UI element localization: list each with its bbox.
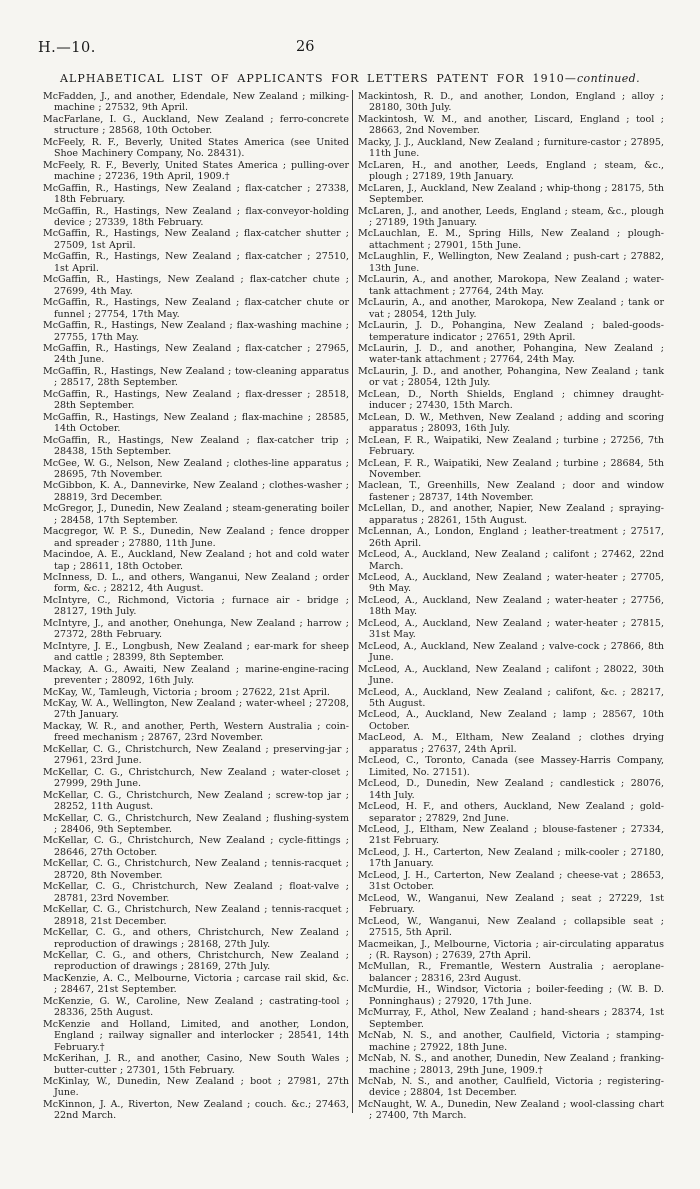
patent-entry: McNab, N. S., and another, Caulfield, Victoria ; stamping-machine ; 27922, 18th June. [358,1030,664,1053]
patent-entry: McLeod, H. F., and others, Auckland, New Zealand ; gold-separator ; 27829, 2nd June. [358,801,664,824]
patent-entry: McLeod, J. H., Carterton, New Zealand ; milk-cooler ; 27180, 17th January. [358,846,664,870]
patent-entry: McFeely, R. F., Beverly, United States America (see United Shoe Machinery Company, No. 28431). [43,136,349,160]
right-column [358,91,664,1122]
patent-entry: MacFarlane, I. G., Auckland, New Zealand ; ferro-concrete structure ; 28568, 10th October. [43,113,349,137]
patent-entry: McLeod, A., Auckland, New Zealand ; califont ; 28022, 30th June. [358,663,664,687]
patent-entry: McKerihan, J. R., and another, Casino, New South Wales ; butter-cutter ; 27301, 15th February. [43,1053,349,1076]
patent-entry: McFeely, R. F., Beverly, United States America ; pulling-over machine ; 27236, 19th April, 1909.† [43,159,349,183]
patent-entry: McNaught, W. A., Dunedin, New Zealand ; wool-classing chart ; 27400, 7th March. [358,1098,664,1122]
patent-entry: McKellar, C. G., and others, Christchurch, New Zealand ; reproduction of drawings ; 28168, 27th July. [43,927,349,950]
patent-entry: McLean, F. R., Waipatiki, New Zealand ; turbine ; 28684, 5th November. [358,457,664,480]
patent-entry: Maclean, T., Greenhills, New Zealand ; door and window fastener ; 28737, 14th November. [358,480,664,503]
patent-entry: McMullan, R., Fremantle, Western Australia ; aeroplane-balancer ; 28316, 23rd August. [358,961,664,984]
patent-entry: McKellar, C. G., Christchurch, New Zealand ; tennis-racquet ; 28918, 21st December. [43,904,349,927]
patent-entry: McGibbon, K. A., Dannevirke, New Zealand ; clothes-washer ; 28819, 3rd December. [43,480,349,503]
patent-entry: McKinlay, W., Dunedin, New Zealand ; boot ; 27981, 27th June. [43,1075,349,1099]
patent-entry: McGaffin, R., Hastings, New Zealand ; flax-catcher ; 27965, 24th June. [43,342,349,366]
patent-entry: McLeod, D., Dunedin, New Zealand ; candlestick ; 28076, 14th July. [358,778,664,801]
patent-entry: McNab, N. S., and another, Dunedin, New Zealand ; franking-machine ; 28013, 29th June, 1909.† [358,1053,664,1076]
patent-entry: McGaffin, R., Hastings, New Zealand ; tow-cleaning apparatus ; 28517, 28th September. [43,365,349,389]
left-column [43,91,349,1122]
patent-entry: McKenzie, G. W., Caroline, New Zealand ; castrating-tool ; 28336, 25th August. [43,995,349,1019]
patent-entry: McLean, D. W., Methven, New Zealand ; adding and scoring apparatus ; 28093, 16th July. [358,411,664,435]
patent-entry: McLaurin, J. D., Pohangina, New Zealand ; baled-goods-temperature indicator ; 27651, 29th April. [358,320,664,343]
patent-entry: McLaurin, J. D., and another, Pohangina, New Zealand ; water-tank attachment ; 27764, 24th May. [358,342,664,366]
patent-entry: McLeod, C., Toronto, Canada (see Massey-Harris Company, Limited, No. 27151). [358,755,664,778]
page-title-continued: continued. [577,72,641,85]
patent-entry: McKellar, C. G., Christchurch, New Zealand ; flushing-system ; 28406, 9th September. [43,812,349,835]
patent-entry: McInness, D. L., and others, Wanganui, New Zealand ; order form, &c. ; 28212, 4th August. [43,572,349,595]
patent-entry: McKenzie and Holland, Limited, and another, London, England ; railway signaller and interlocker ; 28541, 14th February.† [43,1018,349,1053]
patent-entry: McLeod, A., Auckland, New Zealand ; water-heater ; 27815, 31st May. [358,617,664,641]
patent-entry: Macmeikan, J., Melbourne, Victoria ; air-circulating apparatus ; (R. Rayson) ; 27639, 27th April. [358,938,664,961]
patent-entry: Mackay, A. G., Awaiti, New Zealand ; marine-engine-racing preventer ; 28092, 16th July. [43,663,349,687]
patent-entry: McLeod, A., Auckland, New Zealand ; califont, &c. ; 28217, 5th August. [358,686,664,710]
patent-entry: McLellan, D., and another, Napier, New Zealand ; spraying-apparatus ; 28261, 15th August. [358,503,664,526]
document-reference: H.—10. [38,40,96,56]
patent-entry: MacLeod, A. M., Eltham, New Zealand ; clothes drying apparatus ; 27637, 24th April. [358,732,664,755]
patent-entry: McGaffin, R., Hastings, New Zealand ; flax-dresser ; 28518, 28th September. [43,388,349,412]
patent-entry: McGaffin, R., Hastings, New Zealand ; flax-catcher ; 27510, 1st April. [43,251,349,274]
patent-entry: McGaffin, R., Hastings, New Zealand ; flax-catcher chute ; 27699, 4th May. [43,274,349,297]
page-number: 26 [296,39,315,55]
patent-entry: McKellar, C. G., Christchurch, New Zealand ; preserving-jar ; 27961, 23rd June. [43,743,349,767]
patent-entry: McKellar, C. G., Christchurch, New Zealand ; float-valve ; 28781, 23rd November. [43,881,349,904]
patent-entry: McLeod, J., Eltham, New Zealand ; blouse-fastener ; 27334, 21st February. [358,824,664,847]
patent-entry: McLeod, A., Auckland, New Zealand ; lamp ; 28567, 10th October. [358,709,664,732]
patent-entry: McLeod, J. H., Carterton, New Zealand ; cheese-vat ; 28653, 31st October. [358,869,664,893]
patent-entry: McGaffin, R., Hastings, New Zealand ; flax-catcher shutter ; 27509, 1st April. [43,228,349,251]
patent-entry: Macindoe, A. E., Auckland, New Zealand ; hot and cold water tap ; 28611, 18th October. [43,549,349,572]
patent-entry: Mackintosh, W. M., and another, Liscard, England ; tool ; 28663, 2nd November. [358,113,664,137]
two-column-list [43,91,664,1122]
patent-entry: McKay, W., Tamleugh, Victoria ; broom ; 27622, 21st April. [43,686,330,698]
patent-entry: McGaffin, R., Hastings, New Zealand ; flax-catcher ; 27338, 18th February. [43,182,349,206]
patent-entry: Mackintosh, R. D., and another, London, England ; alloy ; 28180, 30th July. [358,91,664,114]
patent-entry: McLeod, W., Wanganui, New Zealand ; collapsible seat ; 27515, 5th April. [358,915,664,939]
patent-entry: McGaffin, R., Hastings, New Zealand ; flax-machine ; 28585, 14th October. [43,411,349,435]
patent-entry: McKay, W. A., Wellington, New Zealand ; water-wheel ; 27208, 27th January. [43,698,349,721]
page-title-text: ALPHABETICAL LIST OF APPLICANTS FOR LETTERS PATENT FOR 1910— [59,72,577,85]
patent-entry: McGregor, J., Dunedin, New Zealand ; steam-generating boiler ; 28458, 17th September. [43,503,349,526]
patent-entry: McLean, F. R., Waipatiki, New Zealand ; turbine ; 27256, 7th February. [358,434,664,458]
patent-entry: McLeod, A., Auckland, New Zealand ; califont ; 27462, 22nd March. [358,549,664,572]
patent-entry: McIntyre, J., and another, Onehunga, New Zealand ; harrow ; 27372, 28th February. [43,617,349,641]
patent-entry: McLeod, A., Auckland, New Zealand ; water-heater ; 27756, 18th May. [358,594,664,618]
patent-entry: McLaurin, A., and another, Marokopa, New Zealand ; water-tank attachment ; 27764, 24th May. [358,274,664,297]
patent-entry: McLeod, A., Auckland, New Zealand ; water-heater ; 27705, 9th May. [358,572,664,595]
patent-entry: McLaurin, A., and another, Marokopa, New Zealand ; tank or vat ; 28054, 12th July. [358,297,664,320]
patent-entry: McGee, W. G., Nelson, New Zealand ; clothes-line apparatus ; 28695, 7th November. [43,457,349,480]
patent-entry: McKellar, C. G., Christchurch, New Zealand ; cycle-fittings ; 28646, 27th October. [43,835,349,858]
patent-entry: McKellar, C. G., and others, Christchurch, New Zealand ; reproduction of drawings ; 28169, 27th July. [43,949,349,973]
patent-entry: McGaffin, R., Hastings, New Zealand ; flax-conveyor-holding device ; 27339, 18th February. [43,205,349,228]
patent-entry: McLaughlin, F., Wellington, New Zealand ; push-cart ; 27882, 13th June. [358,251,664,274]
patent-entry: McKellar, C. G., Christchurch, New Zealand ; screw-top jar ; 28252, 11th August. [43,789,349,813]
patent-entry: McLeod, A., Auckland, New Zealand ; valve-cock ; 27866, 8th June. [358,640,664,664]
patent-entry: McMurray, F., Athol, New Zealand ; hand-shears ; 28374, 1st September. [358,1007,664,1030]
patent-entry: McLeod, W., Wanganui, New Zealand ; seat ; 27229, 1st February. [358,892,664,916]
patent-entry: McLauchlan, E. M., Spring Hills, New Zealand ; plough-attachment ; 27901, 15th June. [358,228,664,251]
patent-entry: Macgregor, W. P. S., Dunedin, New Zealand ; fence dropper and spreader ; 27880, 11th June. [43,526,349,549]
patent-entry: McLaren, J., and another, Leeds, England ; steam, &c., plough ; 27189, 19th January. [358,205,664,228]
patent-entry: McKellar, C. G., Christchurch, New Zealand ; tennis-racquet ; 28720, 8th November. [43,858,349,881]
patent-entry: McGaffin, R., Hastings, New Zealand ; flax-catcher trip ; 28438, 15th September. [43,434,349,458]
patent-entry: McLaurin, J. D., and another, Pohangina, New Zealand ; tank or vat ; 28054, 12th July. [358,365,664,389]
patent-entry: McMurdie, H., Windsor, Victoria ; boiler-feeding ; (W. B. D. Ponninghaus) ; 27920, 17th June. [358,984,664,1007]
patent-entry: McKinnon, J. A., Riverton, New Zealand ; couch. &c.; 27463, 22nd March. [43,1098,349,1122]
patent-entry: McIntyre, J. E., Longbush, New Zealand ; ear-mark for sheep and cattle ; 28399, 8th September. [43,640,349,664]
patent-entry: McLaren, H., and another, Leeds, England ; steam, &c., plough ; 27189, 19th January. [358,159,664,183]
patent-entry: McNab, N. S., and another, Caulfield, Victoria ; registering-device ; 28804, 1st December. [358,1075,664,1099]
patent-entry: McGaffin, R., Hastings, New Zealand ; flax-catcher chute or funnel ; 27754, 17th May. [43,297,349,320]
patent-entry: McFadden, J., and another, Edendale, New Zealand ; milking-machine ; 27532, 9th April. [43,91,349,114]
patent-entry: Macky, J. J., Auckland, New Zealand ; furniture-castor ; 27895, 11th June. [358,136,664,160]
patent-entry: McLaren, J., Auckland, New Zealand ; whip-thong ; 28175, 5th September. [358,182,664,206]
page-title [0,72,700,85]
patent-entry: McKellar, C. G., Christchurch, New Zealand ; water-closet ; 27999, 29th June. [43,766,349,790]
patent-entry: McGaffin, R., Hastings, New Zealand ; flax-washing machine ; 27755, 17th May. [43,320,349,343]
patent-entry: McIntyre, C., Richmond, Victoria ; furnace air - bridge ; 28127, 19th July. [43,594,349,618]
patent-entry: McLean, D., North Shields, England ; chimney draught-inducer ; 27430, 15th March. [358,388,664,412]
patent-entry: Mackay, W. R., and another, Perth, Western Australia ; coin-freed mechanism ; 28767, 23rd November. [43,720,349,744]
patent-entry: MacKenzie, A. C., Melbourne, Victoria ; carcase rail skid, &c. ; 28467, 21st September. [43,972,349,996]
patent-entry: McLennan, A., London, England ; leather-treatment ; 27517, 26th April. [358,526,664,549]
